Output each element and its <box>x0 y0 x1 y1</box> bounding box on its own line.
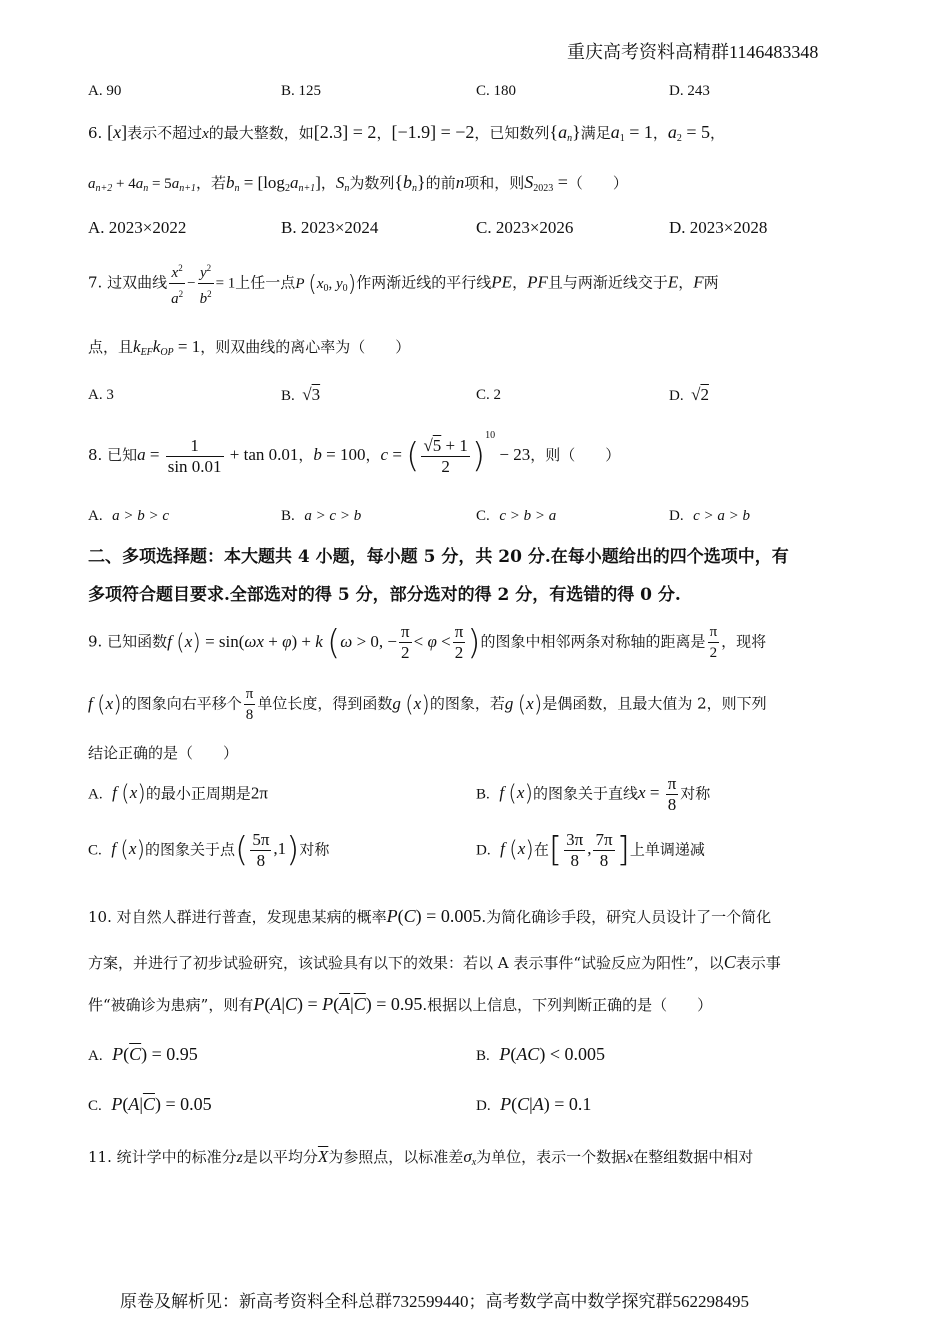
q6-option-c: C. 2023×2026 <box>476 218 574 237</box>
q10-text-f: .根据以上信息，下列判断正确的是（ ） <box>422 996 713 1014</box>
q10-option-a: A. $P(\overline{C}) = 0.95$ <box>88 1044 198 1064</box>
q6-example-1: [2.3] = 2 <box>313 122 377 142</box>
q11-text-c: 为参照点，以标准差 <box>328 1148 464 1166</box>
q10-text-c: 方案，并进行了初步试验研究，该试验具有以下的效果：若以 A 表示事件“试验反应为阳性”，以 <box>88 954 724 972</box>
q9-text-b: 的图象中相邻两条对称轴的距离是 <box>480 632 706 651</box>
q7-slope-product: $k_{EF}k_{OP} = 1$ <box>133 337 201 358</box>
q6-text-c: ，已知数列 <box>474 124 550 142</box>
q9-line3: 结论正确的是（ ） <box>88 744 239 762</box>
q7-text-c: 作两渐近线的平行线 <box>356 273 492 292</box>
q7-frac-x2a2: $\frac{x^2}{a^2}$ <box>169 258 185 309</box>
q6-floor-x: [x] <box>107 122 128 142</box>
q9-option-c: C. f (x)的图象关于点( $\frac{5\pi}{8}$ ,1)对称 <box>88 830 330 871</box>
q5-option-b: B. 125 <box>281 83 322 99</box>
q7-option-b: B. √3 <box>281 385 321 404</box>
q9-text-f: 的图象，若 <box>429 694 505 713</box>
q6-option-a: A. 2023×2022 <box>88 218 187 237</box>
q8-a-def: a = $\frac{1}{\sin 0.01}$ + tan 0.01 <box>137 435 299 476</box>
q7-option-c: C. 2 <box>476 387 502 403</box>
q9-option-b: B. f (x)的图象关于直线x = $\frac{\pi}{8}$ 对称 <box>476 774 711 814</box>
q6-option-d: D. 2023×2028 <box>669 218 768 237</box>
q8-text-b: ，则（ ） <box>530 446 621 464</box>
q10-line2: 方案，并进行了初步试验研究，该试验具有以下的效果：若以 A 表示事件“试验反应为阳性”，以C表示事 <box>88 952 781 972</box>
q8-c-def: c = ( $\frac{√5 + 1}{2}$ )$^{10}$ − 23 <box>380 430 531 477</box>
section2-heading-line2: 多项符合题目要求.全部选对的得 5 分，部分选对的得 2 分，有选错的得 0 分. <box>88 585 681 605</box>
q10-line1 <box>88 906 771 927</box>
q6-number: 6. <box>88 124 103 142</box>
q7-line1: 7. 过双曲线 $\frac{x^2}{a^2}$ − $\frac{y^2}{b^2}$ = 1上任一点P ($x_0$, $y_0$)作两渐近线的平行线PE，PF且与两渐近线交于E，F两 <box>88 258 719 309</box>
q10-option-c: C. $P(A|\overline{C}) = 0.05$ <box>88 1094 212 1114</box>
q7-text-g: ，则双曲线的离心率为（ ） <box>200 338 411 356</box>
q10-text-d: 表示事 <box>735 954 781 972</box>
q7-frac-y2b2: $\frac{y^2}{b^2}$ <box>198 258 214 309</box>
q6-line2: $a_{n+2} + 4a_n = 5a_{n+1}$，若$b_n = [\log_2a_{n+1}]$，$S_n$为数列$\{b_n\}$的前n项和，则$S_{2023}$ =（ ） <box>88 172 628 194</box>
page-footer-group-ids: 原卷及解析见：新高考资料全科总群732599440；高考数学高中数学探究群562298495 <box>120 1292 749 1311</box>
q8-b-def: b = 100 <box>313 445 366 464</box>
q11-text-b: 是以平均分 <box>242 1148 318 1166</box>
q5-option-d: D. 243 <box>669 83 710 99</box>
q9-text-e: 单位长度，得到函数 <box>257 694 393 713</box>
q8-number: 8. <box>88 446 103 464</box>
q10-option-b: B. P(AC) < 0.005 <box>476 1044 605 1064</box>
q7-number: 7. <box>88 273 103 292</box>
q9-option-a: A. f (x)的最小正周期是2π <box>88 782 268 807</box>
q9-number: 9. <box>88 632 103 651</box>
q6-bracket: （ ） <box>567 174 628 192</box>
q6-a2: $a_2 = 5$ <box>667 122 711 144</box>
q8-line: 8. 已知a = $\frac{1}{\sin 0.01}$ + tan 0.01，b = 100，c = ( $\frac{√5 + 1}{2}$ )$^{10}$ − 23，则（ ） <box>88 430 621 477</box>
q8-text-a: 已知 <box>107 446 138 464</box>
q8-option-d: D. c > a > b <box>669 508 751 524</box>
q10-text-b: .为简化确诊手段，研究人员设计了一个简化 <box>481 908 772 926</box>
q9-frac-pi8: $\frac{\pi}{8}$ <box>245 686 254 723</box>
q7-text-e: 两 <box>703 273 719 292</box>
q6-text-f: 为数列 <box>349 174 395 192</box>
q7-point-p: P ($x_0$, $y_0$) <box>295 271 357 297</box>
q9-line1 <box>88 622 766 663</box>
q8-option-c: C. c > b > a <box>476 508 557 524</box>
q6-var-x: x <box>202 126 209 142</box>
q9-function-def: f (x) = sin(ωx + φ) + k (ω > 0, − $\frac{\pi}{2}$ < φ < $\frac{\pi}{2}$ ) <box>167 622 481 663</box>
q6-sn: $S_n$ <box>335 173 350 194</box>
q10-text-a: 对自然人群进行普查，发现患某病的概率 <box>116 908 387 926</box>
q8-option-b: B. a > c > b <box>281 508 362 524</box>
q10-prob-c: P(C) = 0.005 <box>386 906 482 926</box>
q7-option-d: D. √2 <box>669 385 709 404</box>
q6-text-e: ，若 <box>195 174 226 192</box>
q9-text-d: 的图象向右平移个 <box>121 694 242 713</box>
q7-line2 <box>88 336 410 358</box>
q9-line2: f (x)的图象向右平移个 $\frac{\pi}{8}$ 单位长度，得到函数g (x)的图象，若g (x)是偶函数，且最大值为 2，则下列 <box>88 686 767 723</box>
q6-recurrence: $a_{n+2} + 4a_n = 5a_{n+1}$ <box>88 176 196 194</box>
q6-bn-def: $b_n = [\log_2a_{n+1}]$ <box>225 173 321 194</box>
q6-text-a: 表示不超过 <box>127 124 203 142</box>
q10-line3 <box>88 994 712 1015</box>
q11-text-e: 在整组数据中相对 <box>633 1148 754 1166</box>
page-header-group-id: 重庆高考资料高精群1146483348 <box>567 42 819 62</box>
q9-frac-pi2: $\frac{\pi}{2}$ <box>709 624 718 661</box>
q10-text-e: 件“被确诊为患病”，则有 <box>88 996 254 1014</box>
q11-number: 11. <box>88 1148 112 1166</box>
section2-heading-line1: 二、多项选择题：本大题共 4 小题，每小题 5 分，共 20 分.在每小题给出的四个选项中，有 <box>88 547 789 567</box>
q6-line1: 6. [x]表示不超过x的最大整数，如[2.3] = 2，[−1.9] = −2，已知数列$\{a_n\}$满足$a_1 = 1$，$a_2 = 5$， <box>88 122 726 144</box>
q8-option-a: A. a > b > c <box>88 508 170 524</box>
q6-s2023: $S_{2023}$ = <box>524 172 568 194</box>
q10-cond-prob: $P(A|C) = P(\overline{A}|\overline{C}) = 0.95$ <box>253 994 423 1014</box>
q7-text-d: 且与两渐近线交于 <box>547 273 668 292</box>
q9-text-g: 是偶函数，且最大值为 2，则下列 <box>542 694 767 713</box>
q7-text-f: 点，且 <box>88 338 134 356</box>
q6-var-n: n <box>455 173 465 192</box>
q10-number: 10. <box>88 908 112 926</box>
q6-a1: $a_1 = 1$ <box>610 122 653 144</box>
q6-text-g: 的前 <box>425 174 456 192</box>
q9-text-a: 已知函数 <box>107 632 168 651</box>
q9-text-c: ，现将 <box>721 632 767 651</box>
q7-option-a: A. 3 <box>88 387 114 403</box>
q10-option-d: D. P(C|A) = 0.1 <box>476 1094 592 1114</box>
q6-seq-bn: $\{b_n\}$ <box>394 172 426 194</box>
q6-example-2: [−1.9] = −2 <box>391 122 475 142</box>
q11-text-d: 为单位，表示一个数据 <box>476 1148 627 1166</box>
q9-option-d: D. f (x)在[ $\frac{3\pi}{8}$ , $\frac{7\pi}{8}$ ]上单调递减 <box>476 830 705 871</box>
q7-text-b: 上任一点 <box>235 273 296 292</box>
q6-seq-an: $\{a_n\}$ <box>549 122 581 144</box>
q6-option-b: B. 2023×2024 <box>281 218 379 237</box>
q5-option-a: A. 90 <box>88 83 122 99</box>
q11-text-a: 统计学中的标准分 <box>116 1148 237 1166</box>
q7-text-a: 过双曲线 <box>107 273 168 292</box>
q5-option-c: C. 180 <box>476 83 517 99</box>
q6-text-b: 的最大整数，如 <box>208 124 314 142</box>
q6-text-h: 项和，则 <box>464 174 525 192</box>
q11-line1: 11. 统计学中的标准分z是以平均分$\overline{X}$为参照点，以标准差$\sigma_x$为单位，表示一个数据x在整组数据中相对 <box>88 1147 754 1168</box>
q6-text-d: 满足 <box>580 124 611 142</box>
